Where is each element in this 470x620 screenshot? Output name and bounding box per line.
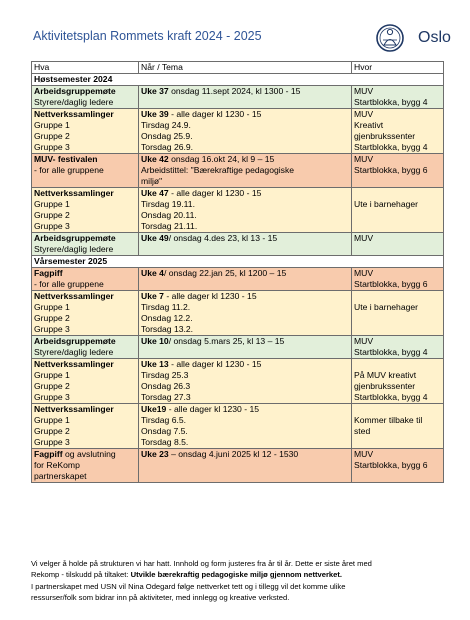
cell-text: Onsdag 20.11. bbox=[141, 210, 197, 220]
cell-what bbox=[32, 86, 139, 109]
cell-where bbox=[352, 86, 444, 109]
cell-text: Tirsdag 25.3 bbox=[141, 370, 189, 380]
note-text: Rekomp - tilskudd på tiltaket: bbox=[31, 570, 131, 580]
cell-text: Startblokka, bygg 6 bbox=[354, 165, 428, 175]
cell-text: Gruppe 3 bbox=[34, 221, 70, 231]
cell-text: Torsdag 13.2. bbox=[141, 324, 194, 334]
cell-where bbox=[352, 268, 444, 291]
table-row bbox=[32, 154, 444, 188]
cell-when bbox=[139, 268, 352, 291]
cell-text: Gruppe 1 bbox=[34, 120, 70, 130]
cell-what bbox=[32, 268, 139, 291]
cell-heading: Nettverkssamlinger bbox=[34, 291, 114, 301]
page-title: Aktivitetsplan Rommets kraft 2024 - 2025 bbox=[33, 29, 262, 43]
cell-text: Styrere/daglig ledere bbox=[34, 244, 114, 254]
cell-heading: Arbeidsgruppemøte bbox=[34, 86, 116, 96]
table-row bbox=[32, 188, 444, 233]
cell-text: På MUV kreativt bbox=[354, 370, 417, 380]
cell-text: MUV bbox=[354, 86, 374, 96]
cell-text: onsdag 11.sept 2024, kl 1300 - 15 bbox=[168, 86, 301, 96]
cell-heading: Nettverkssamlinger bbox=[34, 109, 114, 119]
footer-notes bbox=[31, 558, 451, 604]
cell-heading: Uke 49 bbox=[141, 233, 169, 243]
cell-when bbox=[139, 404, 352, 449]
cell-heading: Uke 7 bbox=[141, 291, 164, 301]
cell-text: – onsdag 4.juni 2025 kl 12 - 1530 bbox=[168, 449, 299, 459]
cell-what bbox=[32, 154, 139, 188]
semester-label: Vårsemester 2025 bbox=[32, 256, 444, 268]
cell-when bbox=[139, 109, 352, 154]
cell-text: sted bbox=[354, 426, 371, 436]
cell-what bbox=[32, 404, 139, 449]
cell-when bbox=[139, 291, 352, 336]
cell-text: MUV bbox=[354, 336, 374, 346]
cell-when bbox=[139, 86, 352, 109]
column-header-when: Når / Tema bbox=[139, 62, 352, 74]
cell-text: partnerskapet bbox=[34, 471, 87, 481]
activity-plan-table bbox=[31, 61, 444, 483]
cell-heading: Uke 37 bbox=[141, 86, 169, 96]
cell-where bbox=[352, 291, 444, 336]
cell-when bbox=[139, 449, 352, 483]
cell-heading: Uke 39 bbox=[141, 109, 169, 119]
cell-when bbox=[139, 188, 352, 233]
cell-text: Startblokka, bygg 4 bbox=[354, 392, 428, 402]
cell-text: MUV bbox=[354, 233, 374, 243]
cell-text: Torsdag 21.11. bbox=[141, 221, 198, 231]
cell-text: MUV bbox=[354, 154, 374, 164]
table-row bbox=[32, 86, 444, 109]
table-row bbox=[32, 233, 444, 256]
cell-heading: Uke19 bbox=[141, 404, 167, 414]
cell-text: Gruppe 2 bbox=[34, 426, 70, 436]
cell-text: Gruppe 2 bbox=[34, 381, 70, 391]
cell-heading: MUV- festivalen bbox=[34, 154, 98, 164]
cell-heading: Arbeidsgruppemøte bbox=[34, 336, 116, 346]
cell-text: Onsdag 25.9. bbox=[141, 131, 193, 141]
note-line: I partnerskapet med USN vil Nina Odegard følge nettverket tett og i tillegg vil det komme ulike bbox=[31, 581, 346, 591]
cell-text: Ute i barnehager bbox=[354, 302, 419, 312]
cell-when bbox=[139, 154, 352, 188]
cell-text: - alle dager kl 1230 - 15 bbox=[168, 188, 262, 198]
cell-text: - alle dager kl 1230 - 15 bbox=[168, 359, 262, 369]
cell-what bbox=[32, 291, 139, 336]
cell-text: Gruppe 1 bbox=[34, 415, 70, 425]
cell-text: Gruppe 2 bbox=[34, 313, 70, 323]
column-header-where: Hvor bbox=[352, 62, 444, 74]
cell-where bbox=[352, 404, 444, 449]
cell-text: Gruppe 1 bbox=[34, 302, 70, 312]
cell-what bbox=[32, 449, 139, 483]
cell-what bbox=[32, 233, 139, 256]
cell-text: Startblokka, bygg 6 bbox=[354, 460, 428, 470]
cell-text: og avslutning bbox=[62, 449, 116, 459]
cell-text: - for alle gruppene bbox=[34, 165, 104, 175]
note-line: Vi velger å holde på strukturen vi har hatt. Innhold og form justeres fra år til år. Dette er siste året med bbox=[31, 559, 372, 568]
column-header-what: Hva bbox=[32, 62, 139, 74]
cell-text: / onsdag 22.jan 25, kl 1200 – 15 bbox=[163, 268, 287, 278]
cell-text: Startblokka, bygg 4 bbox=[354, 142, 428, 152]
cell-heading: Arbeidsgruppemøte bbox=[34, 233, 116, 243]
cell-heading: Uke 42 bbox=[141, 154, 169, 164]
cell-text: Gruppe 3 bbox=[34, 437, 70, 447]
cell-where bbox=[352, 359, 444, 404]
cell-text: MUV bbox=[354, 268, 374, 278]
cell-heading: Uke 4 bbox=[141, 268, 164, 278]
cell-text: / onsdag 5.mars 25, kl 13 – 15 bbox=[168, 336, 285, 346]
cell-when bbox=[139, 336, 352, 359]
table-row bbox=[32, 404, 444, 449]
cell-what bbox=[32, 188, 139, 233]
cell-heading: Uke 13 bbox=[141, 359, 169, 369]
cell-text: Onsdag 26.3 bbox=[141, 381, 191, 391]
table-row bbox=[32, 336, 444, 359]
cell-heading: Uke 10 bbox=[141, 336, 169, 346]
semester-row-autumn bbox=[32, 74, 444, 86]
table-header-row bbox=[32, 62, 444, 74]
cell-text: - alle dager kl 1230 - 15 bbox=[163, 291, 257, 301]
cell-text: Styrere/daglig ledere bbox=[34, 97, 114, 107]
cell-text: Onsdag 7.5. bbox=[141, 426, 188, 436]
cell-text: MUV bbox=[354, 449, 374, 459]
cell-where bbox=[352, 188, 444, 233]
cell-text: Kreativt bbox=[354, 120, 384, 130]
cell-when bbox=[139, 359, 352, 404]
cell-heading: Fagpiff bbox=[34, 449, 63, 459]
oslo-logo-text: Oslo bbox=[418, 29, 451, 46]
cell-what bbox=[32, 359, 139, 404]
cell-text: for ReKomp bbox=[34, 460, 80, 470]
note-text: Utvikle bærekraftig pedagogiske miljø gjennom nettverket. bbox=[130, 570, 343, 580]
note-line bbox=[31, 569, 451, 580]
cell-text: Startblokka, bygg 4 bbox=[354, 347, 428, 357]
note-line: ressurser/folk som bidrar inn på aktiviteter, med innlegg og kreative verksted. bbox=[31, 593, 290, 603]
cell-heading: Fagpiff bbox=[34, 268, 63, 278]
cell-text: Gruppe 1 bbox=[34, 199, 70, 209]
cell-heading: Nettverkssamlinger bbox=[34, 404, 114, 414]
cell-heading: Uke 23 bbox=[141, 449, 169, 459]
cell-text: Gruppe 3 bbox=[34, 324, 70, 334]
cell-text: Torsdag 26.9. bbox=[141, 142, 194, 152]
cell-text: gjenbrukssenter bbox=[354, 381, 416, 391]
cell-text: miljø" bbox=[141, 176, 163, 186]
cell-heading: Nettverkssamlinger bbox=[34, 359, 114, 369]
table-row bbox=[32, 268, 444, 291]
cell-text: Gruppe 1 bbox=[34, 370, 70, 380]
cell-text: - alle dager kl 1230 - 15 bbox=[166, 404, 260, 414]
cell-text: Tirsdag 19.11. bbox=[141, 199, 195, 209]
cell-where bbox=[352, 336, 444, 359]
cell-text: - alle dager kl 1230 - 15 bbox=[168, 109, 262, 119]
cell-text: Ute i barnehager bbox=[354, 199, 419, 209]
cell-text: Tirsdag 11.2. bbox=[141, 302, 191, 312]
cell-where bbox=[352, 449, 444, 483]
table-row bbox=[32, 109, 444, 154]
cell-text: / onsdag 4.des 23, kl 13 - 15 bbox=[168, 233, 278, 243]
cell-text: Kommer tilbake til bbox=[354, 415, 423, 425]
cell-where bbox=[352, 233, 444, 256]
cell-text: Startblokka, bygg 6 bbox=[354, 279, 428, 289]
cell-where bbox=[352, 109, 444, 154]
cell-what bbox=[32, 109, 139, 154]
cell-heading: Nettverkssamlinger bbox=[34, 188, 114, 198]
table-row bbox=[32, 359, 444, 404]
cell-text: Gruppe 3 bbox=[34, 142, 70, 152]
table-row bbox=[32, 291, 444, 336]
cell-where bbox=[352, 154, 444, 188]
cell-text: Tirsdag 6.5. bbox=[141, 415, 187, 425]
cell-text: Torsdag 8.5. bbox=[141, 437, 189, 447]
cell-text: Gruppe 2 bbox=[34, 131, 70, 141]
cell-text: Arbeidstittel: "Bærekraftige pedagogiske bbox=[141, 165, 295, 175]
cell-text: gjenbrukssenter bbox=[354, 131, 416, 141]
table-row bbox=[32, 449, 444, 483]
cell-text: Onsdag 12.2. bbox=[141, 313, 193, 323]
cell-text: Torsdag 27.3 bbox=[141, 392, 191, 402]
cell-text: - for alle gruppene bbox=[34, 279, 104, 289]
semester-row-spring bbox=[32, 256, 444, 268]
cell-when bbox=[139, 233, 352, 256]
cell-text: MUV bbox=[354, 109, 374, 119]
cell-text: Gruppe 3 bbox=[34, 392, 70, 402]
cell-text: Tirsdag 24.9. bbox=[141, 120, 191, 130]
cell-text: onsdag 16.okt 24, kl 9 – 15 bbox=[168, 154, 275, 164]
cell-text: Styrere/daglig ledere bbox=[34, 347, 114, 357]
cell-text: Startblokka, bygg 4 bbox=[354, 97, 428, 107]
cell-what bbox=[32, 336, 139, 359]
cell-heading: Uke 47 bbox=[141, 188, 169, 198]
cell-text: Gruppe 2 bbox=[34, 210, 70, 220]
semester-label: Høstsemester 2024 bbox=[32, 74, 444, 86]
